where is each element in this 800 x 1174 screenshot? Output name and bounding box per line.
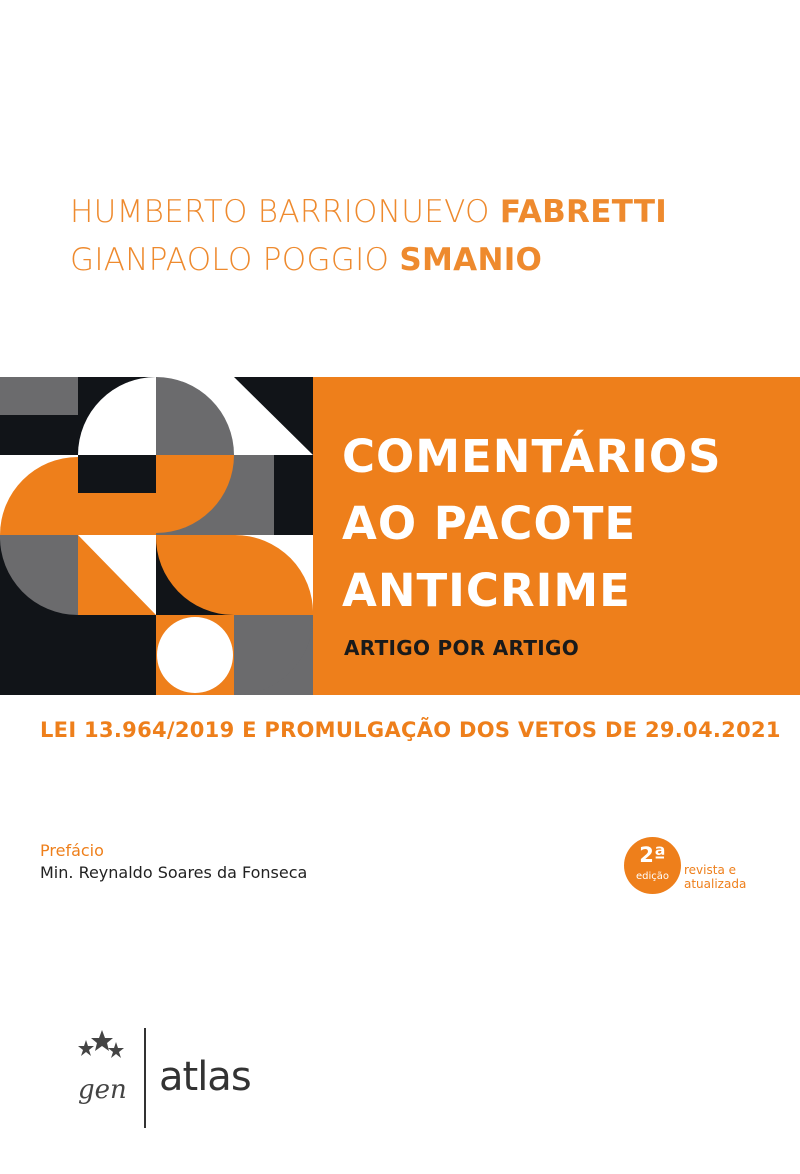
mosaic-tile (0, 615, 78, 695)
edition-note-line-2: atualizada (684, 877, 747, 891)
book-title (342, 423, 722, 624)
edition-number: 2ª (639, 843, 666, 867)
author-1-last: FABRETTI (499, 194, 668, 230)
edition-note-line-1: revista e (684, 863, 736, 877)
author-2-first: GIANPAOLO POGGIO (70, 242, 390, 278)
title-line-3: ANTICRIME (342, 564, 631, 617)
geometric-mosaic (0, 377, 313, 695)
authors-block (70, 188, 667, 284)
mosaic-tile (0, 377, 78, 415)
logo-divider (144, 1028, 146, 1128)
mosaic-tile (274, 455, 313, 535)
edition-circle (624, 837, 681, 894)
mosaic-tile (157, 617, 233, 693)
publisher-logos (72, 1028, 272, 1138)
title-band (0, 377, 800, 695)
gen-imprint-text: gen (78, 1075, 127, 1105)
gen-logo-icon (72, 1028, 132, 1128)
preface-label: Prefácio (40, 841, 104, 860)
preface-block (40, 840, 307, 884)
mosaic-tile (78, 455, 156, 493)
author-2 (70, 236, 667, 284)
author-1 (70, 188, 667, 236)
edition-note (684, 863, 746, 891)
mosaic-tile (78, 615, 156, 695)
star-icon (78, 1040, 94, 1056)
book-subtitle: ARTIGO POR ARTIGO (344, 636, 580, 660)
preface-author: Min. Reynaldo Soares da Fonseca (40, 863, 308, 882)
title-panel (313, 377, 800, 695)
author-1-first: HUMBERTO BARRIONUEVO (70, 194, 490, 230)
law-line: LEI 13.964/2019 E PROMULGAÇÃO DOS VETOS DE 29.04.2021 (40, 718, 781, 742)
author-2-last: SMANIO (399, 242, 543, 278)
atlas-logo: atlas (159, 1054, 251, 1100)
title-line-2: AO PACOTE (342, 497, 637, 550)
star-icon (108, 1042, 124, 1058)
star-icon (91, 1030, 113, 1051)
edition-word: edição (635, 871, 670, 882)
title-line-1: COMENTÁRIOS (342, 430, 722, 483)
